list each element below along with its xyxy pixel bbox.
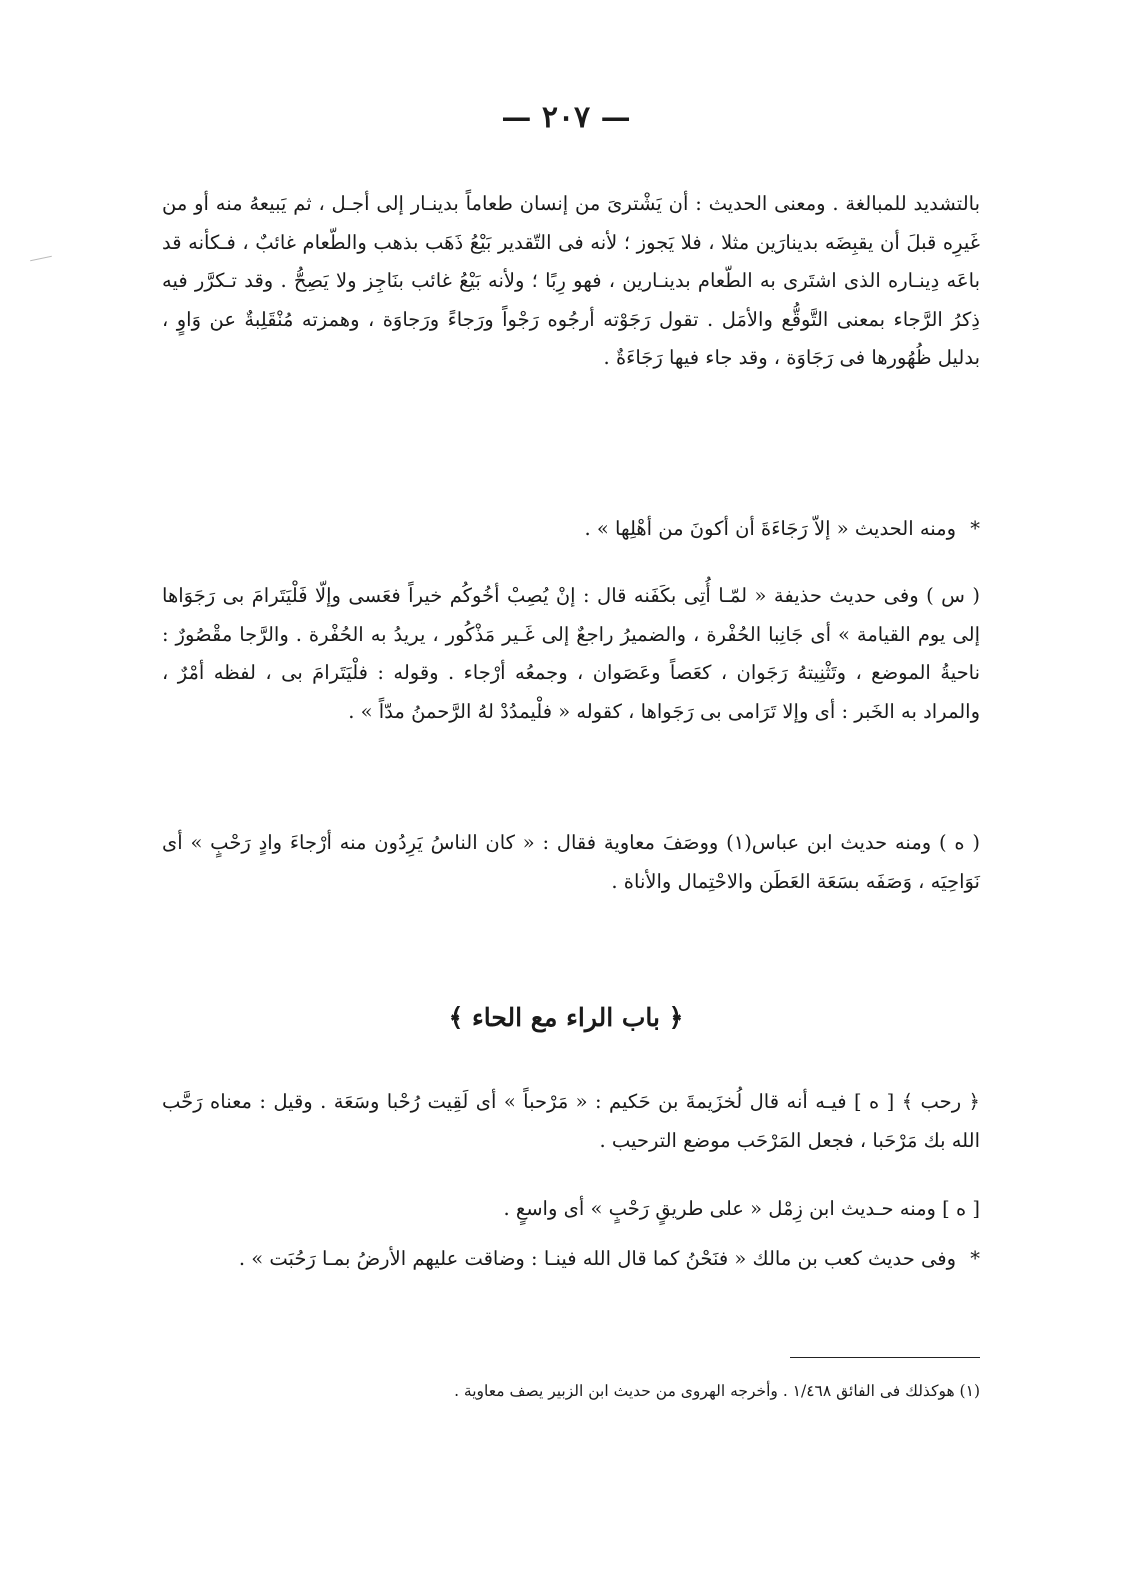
paragraph-tashdid — [162, 185, 980, 378]
chapter-heading: ﴿ باب الراء مع الحاء ﴾ — [448, 1003, 684, 1032]
paragraph-text: فيـه أنه قال لُخزَيمةَ بن حَكيم : « مَرْحباً » أى لَقِيت رُحْبا وسَعَة . وقيل : معناه رَحَّب الله بك مَرْحَبا ، فجعل المَرْحَب موضع الترحيب . — [162, 1090, 980, 1152]
paragraph-text: وفى حديث كعب بن مالك « فنَحْنُ كما قال الله فينـا : وضاقت عليهم الأرضُ بمـا رَحُبَت » . — [238, 1247, 957, 1270]
source-label-sin: ( س ) — [926, 584, 980, 607]
source-label-ha-bracket: [ ه ] — [854, 1090, 895, 1113]
paragraph-ibn-abbas — [162, 824, 980, 901]
footnote-divider — [790, 1357, 980, 1358]
paragraph-ibn-zimil — [162, 1190, 980, 1229]
paragraph-kaab — [162, 1240, 980, 1279]
source-label-ha-bracket: [ ه ] — [942, 1197, 980, 1220]
paragraph-text: ومنه حديث ابن عباس(١) ووصَفَ معاوية فقال : « كان الناسُ يَرِدُون منه أرْجاءَ وادٍ رَحْبٍ » أى نَوَاحِيَه ، وَصَفَه بسَعَة العَطَن والاحْتِمال والأناة . — [162, 831, 980, 893]
paragraph-text: ومنه حـديث ابن زِمْل « على طريقٍ رَحْبٍ » أى واسعٍ . — [503, 1197, 936, 1220]
paragraph-raja-hadith — [162, 510, 980, 549]
asterisk-marker: * — [970, 1247, 980, 1270]
page-number: — ٢٠٧ — — [501, 100, 631, 135]
paragraph-hudhayfa — [162, 577, 980, 731]
paragraph-text: بالتشديد للمبالغة . ومعنى الحديث : أن يَشْترىَ من إنسان طعاماً بدينـار إلى أجـل ، ثم يَبيعهُ منه أو من غَيرِه قبلَ أن يقبِضَه بدينارَين مثلا ، فلا يَجوز ؛ لأنه فى التّقدير بَيْعُ ذَهَب بذهب والطّعام غائبٌ ، فـكأنه قد باعَه دِينـاره الذى اشتَرى به الطّعام بدينـارين ، فهو رِبًا ؛ ولأنه بَيْعُ غائب بنَاجِز ولا يَصِحُّ . وقد تـكرَّر فيه ذِكرُ الرَّجاء بمعنى التَّوقُّع والأمَل . تقول رَجَوْته أرجُوه رَجْواً ورَجاءً ورَجاوَة ، وهمزته مُنْقَلِبةٌ عن وَاوٍ ، بدليل ظُهُورها فى رَجَاوَة ، وقد جاء فيها رَجَاءَةٌ . — [162, 192, 980, 369]
entry-word: ﴿ رحب ﴾ — [901, 1090, 980, 1113]
paragraph-text: ومنه الحديث « إلاّ رَجَاءَةَ أن أكونَ من أهْلِها » . — [584, 517, 957, 540]
source-label-ha: ( ه ) — [938, 831, 980, 854]
paragraph-text: وفى حديث حذيفة « لمّـا أُتِى بكَفَنه قال : إنْ يُصِبْ أخُوكُم خيراً فعَسى وإلّا فَلْيَتَرامَ بى رَجَوَاها إلى يوم القيامة » أى جَانِبا الحُفْرة ، والضميرُ راجعٌ إلى غَـير مَذْكُور ، يريدُ به الحُفْرة . والرَّجا مقْصُورٌ : ناحيةُ الموضع ، وتَثْنِيتهُ رَجَوان ، كعَصاً وعَصَوان ، وجمعُه أرْجاء . وقوله : فلْيَتَرامَ بى ، لفظه أمْرٌ ، والمراد به الخَبر : أى وإلا تَرَامى بى رَجَواها ، كقوله « فلْيمدُدْ لهُ الرَّحمنُ مدّاً » . — [162, 584, 980, 723]
footnote: (١) هوكذلك فى الفائق ١/٤٦٨ . وأخرجه الهروى من حديث ابن الزبير يصف معاوية . — [454, 1382, 980, 1400]
entry-rahb — [162, 1083, 980, 1160]
scan-artifact-mark — [30, 256, 52, 262]
asterisk-marker: * — [970, 517, 980, 540]
